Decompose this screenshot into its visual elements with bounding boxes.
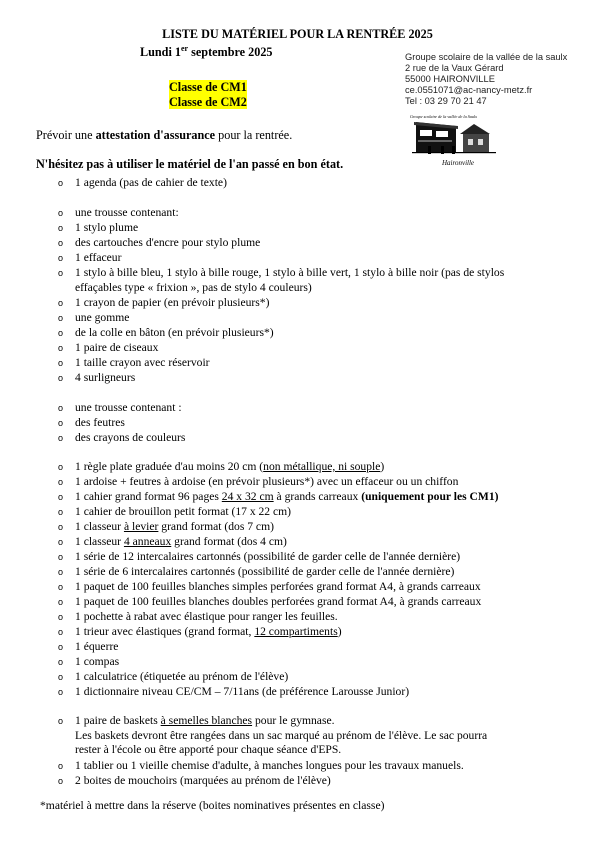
item-text-part: à semelles blanches [160, 714, 253, 727]
page-title: LISTE DU MATÉRIEL POUR LA RENTRÉE 2025 [162, 27, 433, 41]
item-text-part: (uniquement pour les CM1) [361, 490, 499, 503]
item-text [75, 475, 565, 490]
bullet-icon: o [58, 642, 64, 652]
item-text-part: de la colle en bâton (en prévoir plusieurs*) [75, 326, 274, 339]
bullet-icon: o [58, 672, 64, 682]
bullet-icon: o [58, 507, 64, 517]
item-text [75, 505, 565, 520]
item-text-part: 1 règle plate graduée d'au moins 20 cm ( [75, 460, 264, 473]
item-text-part: 1 paquet de 100 feuilles blanches doubles perforées grand format A4, à grands carreaux [75, 595, 482, 608]
item-text [75, 266, 565, 295]
item-text-part: 1 taille crayon avec réservoir [75, 356, 210, 369]
item-text-part: 1 effaceur [75, 251, 122, 264]
item-text [75, 610, 565, 625]
bullet-icon: o [58, 343, 64, 353]
item-text-part: grand format (dos 7 cm) [158, 520, 274, 533]
bullet-icon: o [58, 298, 64, 308]
bullet-icon: o [58, 537, 64, 547]
school-line: ce.0551071@ac-nancy-metz.fr [405, 85, 533, 95]
school-line: Tel : 03 29 70 21 47 [405, 96, 487, 106]
item-text-part: 1 classeur [75, 535, 124, 548]
item-text [75, 296, 565, 311]
item-text-part: 4 anneaux [123, 535, 172, 548]
item-text-part: des feutres [75, 416, 125, 429]
bullet-icon: o [58, 552, 64, 562]
item-text [75, 221, 565, 236]
item-text [75, 565, 565, 580]
bullet-icon: o [58, 522, 64, 532]
bullet-icon: o [58, 462, 64, 472]
bullet-icon: o [58, 687, 64, 697]
footnote: *matériel à mettre dans la réserve (boites nominatives présentes en classe) [40, 799, 385, 812]
bullet-icon: o [58, 418, 64, 428]
item-text-part: 1 tablier ou 1 vieille chemise d'adulte, à manches longues pour les travaux manuels. [75, 759, 464, 772]
item-text-part: 1 stylo à bille bleu, 1 stylo à bille rouge, 1 stylo à bille vert, 1 stylo à bille noir (pas de stylos [75, 266, 505, 279]
item-text-part: des cartouches d'encre pour stylo plume [75, 236, 261, 249]
bullet-icon: o [58, 567, 64, 577]
bullet-icon: o [58, 657, 64, 667]
item-text-part: 1 cahier de brouillon petit format (17 x 22 cm) [75, 505, 292, 518]
item-text [75, 774, 565, 789]
item-text-part: 1 agenda (pas de cahier de texte) [75, 176, 227, 189]
school-line: 2 rue de la Vaux Gérard [405, 63, 504, 73]
bullet-icon: o [58, 761, 64, 771]
item-text-part: 1 paquet de 100 feuilles blanches simples perforées grand format A4, à grands carreaux [75, 580, 481, 593]
logo-top-text: Groupe scolaire de la vallée de la Saulx [410, 114, 478, 119]
item-text-part: ) [337, 625, 342, 638]
bullet-icon: o [58, 268, 64, 278]
item-text-part: 1 trieur avec élastiques (grand format, [75, 625, 255, 638]
item-text-part: 4 surligneurs [75, 371, 136, 384]
bullet-icon: o [58, 403, 64, 413]
item-text-part: à grands carreaux [273, 490, 362, 503]
item-text [75, 685, 565, 700]
item-text-part: 2 boites de mouchoirs (marquées au prénom de l'élève) [75, 774, 331, 787]
item-continuation: rester à l'école ou être apporté pour chaque séance d'EPS. [75, 743, 342, 756]
item-continuation: Les baskets devront être rangées dans un sac marqué au prénom de l'élève. Le sac pourra [75, 728, 488, 742]
bullet-icon: o [58, 328, 64, 338]
item-text [75, 550, 565, 565]
item-text-part: une trousse contenant: [75, 206, 179, 219]
bullet-icon: o [58, 492, 64, 502]
bullet-icon: o [58, 433, 64, 443]
item-text-part: 1 série de 12 intercalaires cartonnés (possibilité de garder celle de l'année dernière) [75, 550, 461, 563]
class-cm1: Classe de CM1 [169, 80, 247, 94]
item-text-part: 1 compas [75, 655, 120, 668]
bullet-icon: o [58, 716, 64, 726]
item-text [75, 416, 565, 431]
bullet-icon: o [58, 477, 64, 487]
item-text [75, 311, 565, 326]
item-text [75, 251, 565, 266]
item-text-part: grand format (dos 4 cm) [171, 535, 287, 548]
item-continuation: effaçables type « frixion », pas de stylo 4 couleurs) [75, 280, 312, 294]
item-text [75, 460, 565, 475]
item-text [75, 176, 565, 191]
item-text [75, 341, 565, 356]
school-logo [408, 112, 500, 170]
insurance-note: Prévoir une attestation d'assurance pour la rentrée. [36, 128, 293, 142]
item-text-part: 1 dictionnaire niveau CE/CM – 7/11ans (de préférence Larousse Junior) [75, 685, 410, 698]
item-text [75, 236, 565, 251]
item-text-part: ) [380, 460, 385, 473]
item-text-part: 1 crayon de papier (en prévoir plusieurs*) [75, 296, 270, 309]
item-text [75, 535, 565, 550]
item-text [75, 670, 565, 685]
bullet-icon: o [58, 178, 64, 188]
logo-caption: Haironville [442, 159, 475, 167]
item-text [75, 714, 565, 758]
item-text [75, 206, 565, 221]
bullet-icon: o [58, 776, 64, 786]
item-text [75, 490, 565, 505]
item-text [75, 655, 565, 670]
item-text-part: 1 classeur [75, 520, 124, 533]
bullet-icon: o [58, 597, 64, 607]
item-text-part: 1 cahier grand format 96 pages [75, 490, 222, 503]
item-text [75, 759, 565, 774]
item-text-part: à levier [123, 520, 159, 533]
school-line: 55000 HAIRONVILLE [405, 74, 495, 84]
item-text [75, 326, 565, 341]
item-text-part: 12 compartiments [254, 625, 338, 638]
item-text [75, 625, 565, 640]
bullet-icon: o [58, 627, 64, 637]
bullet-icon: o [58, 208, 64, 218]
school-line: Groupe scolaire de la vallée de la saulx [405, 52, 568, 62]
bullet-icon: o [58, 253, 64, 263]
bullet-icon: o [58, 223, 64, 233]
class-cm2: Classe de CM2 [169, 94, 247, 109]
item-text [75, 371, 565, 386]
item-text-part: 1 calculatrice (étiquetée au prénom de l'élève) [75, 670, 289, 683]
item-text [75, 520, 565, 535]
item-text-part: 24 x 32 cm [221, 490, 274, 503]
school-address [405, 52, 567, 107]
reuse-notice: N'hésitez pas à utiliser le matériel de l'an passé en bon état. [36, 157, 344, 171]
item-text [75, 640, 565, 655]
start-date: Lundi 1er septembre 2025 [140, 44, 273, 59]
item-text-part: 1 série de 6 intercalaires cartonnés (possibilité de garder celle de l'année dernière) [75, 565, 455, 578]
item-text-part: 1 paire de ciseaux [75, 341, 159, 354]
item-text-part: 1 équerre [75, 640, 119, 653]
bullet-icon: o [58, 358, 64, 368]
item-text-part: 1 pochette à rabat avec élastique pour ranger les feuilles. [75, 610, 338, 623]
item-text [75, 401, 565, 416]
item-text [75, 431, 565, 446]
bullet-icon: o [58, 612, 64, 622]
item-text-part: une trousse contenant : [75, 401, 182, 414]
bullet-icon: o [58, 373, 64, 383]
item-text-part: pour le gymnase. [252, 714, 335, 727]
item-text-part: 1 ardoise + feutres à ardoise (en prévoir plusieurs*) avec un effaceur ou un chiffon [75, 475, 459, 488]
bullet-icon: o [58, 313, 64, 323]
item-text-part: des crayons de couleurs [75, 431, 186, 444]
item-text [75, 595, 565, 610]
class-levels [169, 80, 247, 109]
bullet-icon: o [58, 238, 64, 248]
item-text-part: une gomme [75, 311, 130, 324]
item-text-part: non métallique, ni souple [263, 460, 381, 473]
item-text [75, 356, 565, 371]
bullet-icon: o [58, 582, 64, 592]
item-text [75, 580, 565, 595]
item-text-part: 1 paire de baskets [75, 714, 161, 727]
item-text-part: 1 stylo plume [75, 221, 139, 234]
